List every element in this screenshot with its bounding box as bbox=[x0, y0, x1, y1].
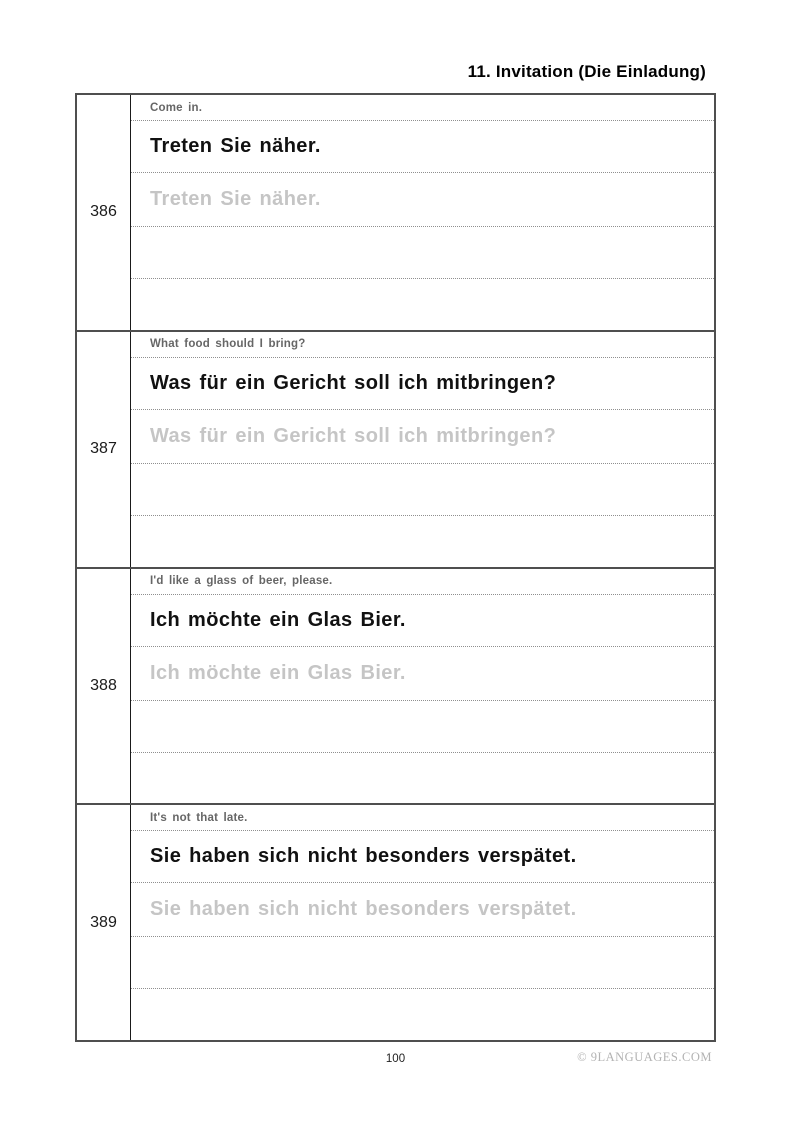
english-prompt: What food should I bring? bbox=[131, 332, 714, 358]
phrase-content bbox=[131, 332, 714, 567]
practice-line bbox=[131, 516, 714, 567]
practice-line bbox=[131, 701, 714, 753]
row-number: 388 bbox=[77, 569, 131, 804]
german-trace: Treten Sie näher. bbox=[131, 173, 714, 227]
phrase-block-389 bbox=[77, 803, 714, 1040]
phrase-block-386 bbox=[77, 95, 714, 330]
phrase-content bbox=[131, 569, 714, 804]
practice-line bbox=[131, 989, 714, 1040]
german-sentence: Was für ein Gericht soll ich mitbringen? bbox=[131, 358, 714, 410]
german-trace: Ich möchte ein Glas Bier. bbox=[131, 647, 714, 701]
practice-line bbox=[131, 464, 714, 516]
phrase-block-388 bbox=[77, 567, 714, 804]
copyright-notice: © 9LANGUAGES.COM bbox=[577, 1050, 712, 1064]
english-prompt: I'd like a glass of beer, please. bbox=[131, 569, 714, 595]
practice-line bbox=[131, 753, 714, 804]
practice-line bbox=[131, 279, 714, 330]
english-prompt: It's not that late. bbox=[131, 805, 714, 831]
practice-line bbox=[131, 227, 714, 279]
phrase-table bbox=[75, 93, 716, 1042]
german-trace: Sie haben sich nicht besonders verspätet. bbox=[131, 883, 714, 937]
page-title: 11. Invitation (Die Einladung) bbox=[467, 62, 706, 81]
page-number: 100 bbox=[385, 1053, 406, 1065]
german-sentence: Sie haben sich nicht besonders verspätet. bbox=[131, 831, 714, 883]
phrase-content bbox=[131, 95, 714, 330]
phrase-content bbox=[131, 805, 714, 1040]
english-prompt: Come in. bbox=[131, 95, 714, 121]
row-number: 387 bbox=[77, 332, 131, 567]
row-number: 389 bbox=[77, 805, 131, 1040]
practice-line bbox=[131, 937, 714, 989]
row-number: 386 bbox=[77, 95, 131, 330]
german-sentence: Ich möchte ein Glas Bier. bbox=[131, 595, 714, 647]
page-footer bbox=[75, 1050, 716, 1070]
german-sentence: Treten Sie näher. bbox=[131, 121, 714, 173]
phrase-block-387 bbox=[77, 330, 714, 567]
german-trace: Was für ein Gericht soll ich mitbringen? bbox=[131, 410, 714, 464]
